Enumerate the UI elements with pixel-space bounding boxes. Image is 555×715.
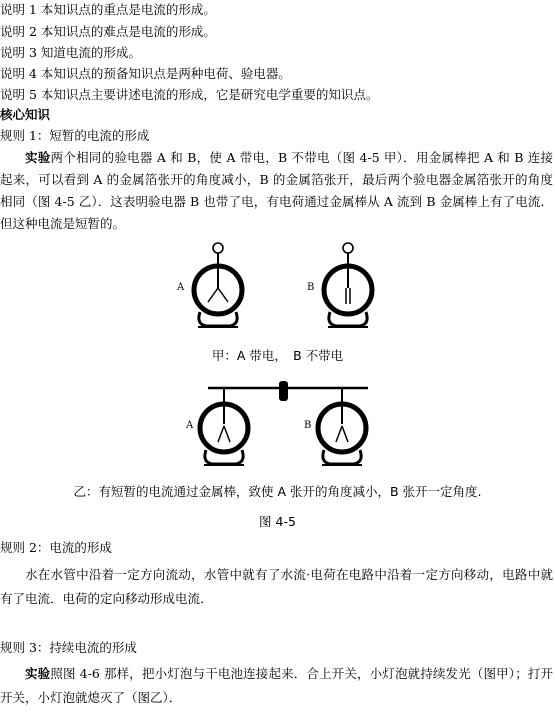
rule3-lead: 实验 [25, 666, 51, 681]
caption-jia: 甲：A 带电， B 不带电 [211, 348, 344, 363]
caption-yi: 乙：有短暂的电流通过金属棒，致使 A 张开的角度减小，B 张开一定角度. [73, 484, 482, 499]
figure-jia [170, 238, 380, 338]
rule1-title: 规则 1：短暂的电流的形成 [0, 128, 150, 143]
label-a-yi: A [186, 420, 194, 431]
label-b-yi: B [304, 420, 312, 431]
electroscope-a [194, 243, 242, 327]
note-1: 说明 1 本知识点的重点是电流的形成。 [0, 2, 216, 17]
rule1-paragraph [0, 147, 553, 235]
insulating-handle [279, 381, 288, 401]
rule3-title: 规则 3：持续电流的形成 [0, 640, 137, 655]
electroscope-b-connected [318, 388, 366, 465]
rule2-title: 规则 2：电流的形成 [0, 540, 112, 555]
rule3-text: 照图 4-6 那样，把小灯泡与干电池连接起来．合上开关，小灯泡就持续发光（图甲）；打开开关，小灯泡就熄灭了（图乙）． [0, 666, 553, 705]
rule1-text: 两个相同的验电器 A 和 B，使 A 带电，B 不带电（图 4-5 甲）．用金属棒把 A 和 B 连接起来，可以看到 A 的金属箔张开的角度减小，B 的金属箔张开，最后两个验电器金属箔张开的角度相同（图 4-5 乙）．这表明验电器 B 也带了电，有电荷通过金属棒从 A 流到 B 金属棒上有了电流．但这种电流是短暂的。 [0, 150, 553, 231]
electroscope-a-connected [200, 388, 248, 465]
label-a-jia: A [177, 282, 185, 293]
electroscope-b [324, 243, 372, 327]
rule1-lead: 实验 [25, 150, 51, 165]
figure-number: 图 4-5 [259, 514, 296, 529]
rule3-paragraph [0, 662, 553, 710]
figure-yi [178, 376, 378, 480]
note-4: 说明 4 本知识点的预备知识点是两种电荷、验电器。 [0, 66, 291, 81]
rule2-paragraph: 水在水管中沿着一定方向流动，水管中就有了水流·电荷在电路中沿着一定方向移动，电路中就有了电流．电荷的定向移动形成电流． [0, 567, 553, 606]
note-3: 说明 3 知道电流的形成。 [0, 45, 141, 60]
note-5: 说明 5 本知识点主要讲述电流的形成，它是研究电学重要的知识点。 [0, 87, 379, 102]
section-title: 核心知识 [0, 107, 51, 122]
label-b-jia: B [307, 282, 315, 293]
note-2: 说明 2 本知识点的难点是电流的形成。 [0, 24, 216, 39]
